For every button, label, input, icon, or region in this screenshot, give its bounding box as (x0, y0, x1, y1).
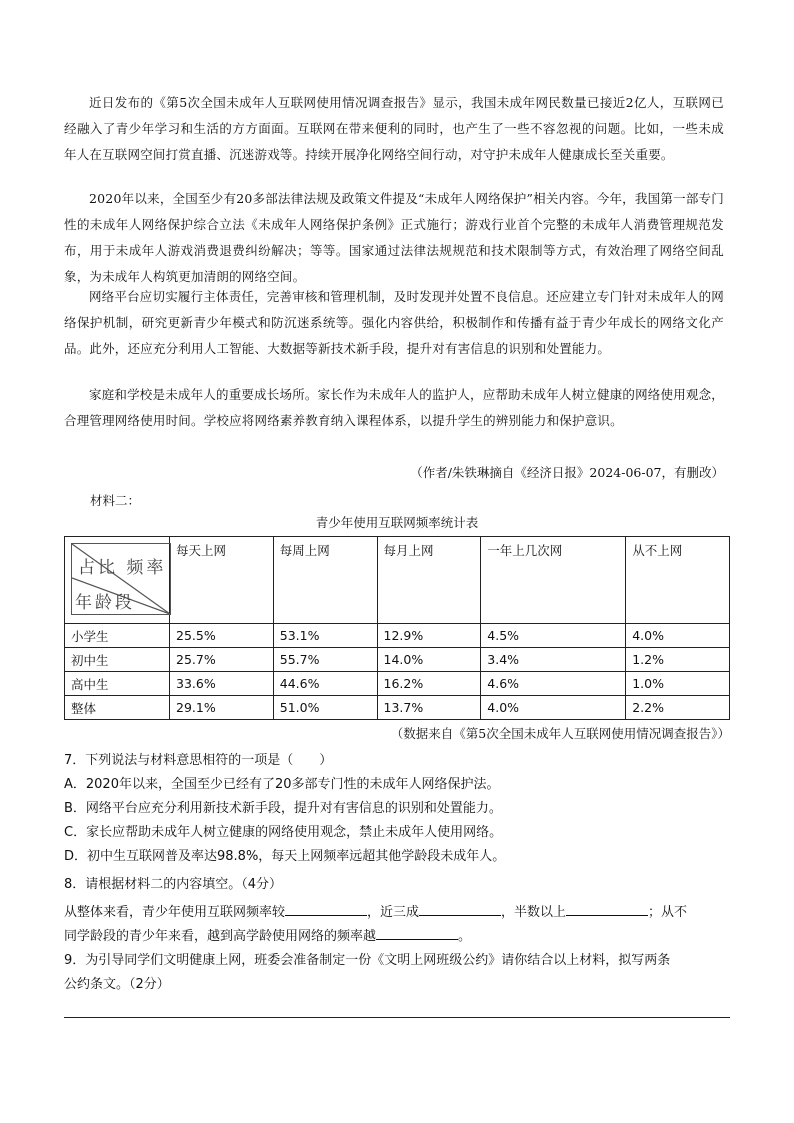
question-7-stem: 7．下列说法与材料意思相符的一项是（ ） (64, 753, 333, 768)
table-cell: 29.1% (170, 696, 274, 720)
table-cell: 16.2% (377, 672, 481, 696)
table-cell: 4.6% (481, 672, 626, 696)
frequency-table (64, 536, 730, 720)
column-header: 一年上几次网 (481, 537, 626, 624)
question-8-stem: 8．请根据材料二的内容填空。（4分） (64, 877, 283, 892)
row-group-label: 小学生 (65, 624, 170, 648)
q8-text-3: ，半数以上 (501, 905, 567, 920)
material1-paragraph-3: 网络平台应切实履行主体责任，完善审核和管理机制，及时发现并处置不良信息。还应建立专门针对未成年人的网络保护机制，研究更新青少年模式和防沉迷系统等。强化内容供给，积极制作和传播有益于青少年成长的网络文化产品。此外，还应充分利用人工智能、大数据等新技术新手段，提升对有害信息的识别和处置能力。 (64, 289, 725, 356)
q8-text-5: 同学龄段的青少年来看，越到高学龄使用网络的频率越 (64, 929, 377, 944)
table-row (65, 672, 730, 696)
table-corner-cell (65, 537, 170, 624)
table-cell: 13.7% (377, 696, 481, 720)
table-cell: 3.4% (481, 648, 626, 672)
material2-source: （数据来自《第5次全国未成年人互联网使用情况调查报告》） (390, 726, 730, 741)
corner-row-label: 年龄段 (75, 593, 135, 613)
material1-paragraph-1: 近日发布的《第5次全国未成年人互联网使用情况调查报告》显示，我国未成年网民数量已接近2亿人，互联网已经融入了青少年学习和生活的方方面面。互联网在带来便利的同时，也产生了一些不容忽视的问题。比如，一些未成年人在互联网空间打赏直播、沉迷游戏等。持续开展净化网络空间行动，对守护未成年人健康成长至关重要。 (64, 95, 724, 162)
table-cell: 53.1% (273, 624, 377, 648)
table-cell: 1.2% (626, 648, 730, 672)
table-cell: 51.0% (273, 696, 377, 720)
material2-label: 材料二： (90, 493, 141, 508)
table-cell: 25.7% (170, 648, 274, 672)
table-cell: 4.5% (481, 624, 626, 648)
material1-source: （作者/朱铁琳摘自《经济日报》2024-06-07，有删改） (410, 465, 724, 480)
table-row (65, 696, 730, 720)
question-7-option-b[interactable]: B．网络平台应充分利用新技术新手段，提升对有害信息的识别和处置能力。 (64, 801, 502, 816)
table-cell: 25.5% (170, 624, 274, 648)
table-row (65, 648, 730, 672)
fill-blank-2[interactable] (419, 899, 501, 916)
table-cell: 2.2% (626, 696, 730, 720)
row-group-label: 高中生 (65, 672, 170, 696)
table-cell: 12.9% (377, 624, 481, 648)
q8-text-4: ；从不 (648, 905, 688, 920)
question-7-option-a[interactable]: A．2020年以来，全国至少已经有了20多部专门性的未成年人网络保护法。 (64, 777, 500, 792)
fill-blank-1[interactable] (285, 899, 367, 916)
material1-paragraph-2: 2020年以来，全国至少有20多部法律法规及政策文件提及“未成年人网络保护”相关内容。今年，我国第一部专门性的未成年人网络保护综合立法《未成年人网络保护条例》正式施行；游戏行业首个完整的未成年人消费管理规范发布，用于未成年人游戏消费退费纠纷解决；等等。国家通过法律法规规范和技术限制等方式，有效治理了网络空间乱象，为未成年人构筑更加清朗的网络空间。 (64, 191, 724, 284)
row-group-label: 初中生 (65, 648, 170, 672)
fill-blank-3[interactable] (566, 899, 648, 916)
table-cell: 55.7% (273, 648, 377, 672)
table-cell: 4.0% (481, 696, 626, 720)
table-header-row (65, 537, 730, 624)
column-header: 从不上网 (626, 537, 730, 624)
q8-text-2: ，近三成 (367, 905, 420, 920)
q8-text-6: 。 (458, 929, 472, 944)
q8-text-1: 从整体来看，青少年使用互联网频率较 (64, 905, 286, 920)
table-cell: 33.6% (170, 672, 274, 696)
table-cell: 14.0% (377, 648, 481, 672)
question-8-line-1 (64, 899, 730, 925)
question-8-line-2 (64, 923, 730, 949)
corner-diagonal-box (71, 543, 171, 615)
table-cell: 44.6% (273, 672, 377, 696)
table-cell: 1.0% (626, 672, 730, 696)
question-7-option-d[interactable]: D．初中生互联网普及率达98.8%，每天上网频率远超其他学龄段未成年人。 (64, 849, 506, 864)
question-9-stem-line-2: 公约条文。（2分） (64, 977, 170, 992)
table-cell: 4.0% (626, 624, 730, 648)
table-row (65, 624, 730, 648)
fill-blank-4[interactable] (376, 923, 458, 940)
column-header: 每月上网 (377, 537, 481, 624)
column-header: 每天上网 (170, 537, 274, 624)
column-header: 每周上网 (273, 537, 377, 624)
corner-column-label: 占比 频率 (78, 558, 167, 578)
material1-paragraph-4: 家庭和学校是未成年人的重要成长场所。家长作为未成年人的监护人，应帮助未成年人树立健康的网络使用观念，合理管理网络使用时间。学校应将网络素养教育纳入课程体系，以提升学生的辨别能力和保护意识。 (64, 387, 725, 428)
question-7-option-c[interactable]: C．家长应帮助未成年人树立健康的网络使用观念，禁止未成年人使用网络。 (64, 825, 503, 840)
question-9-stem-line-1: 9．为引导同学们文明健康上网，班委会准备制定一份《文明上网班级公约》请你结合以上材料，拟写两条 (64, 953, 671, 968)
row-group-label: 整体 (65, 696, 170, 720)
answer-line[interactable] (64, 1017, 730, 1018)
table-title: 青少年使用互联网频率统计表 (315, 515, 479, 530)
